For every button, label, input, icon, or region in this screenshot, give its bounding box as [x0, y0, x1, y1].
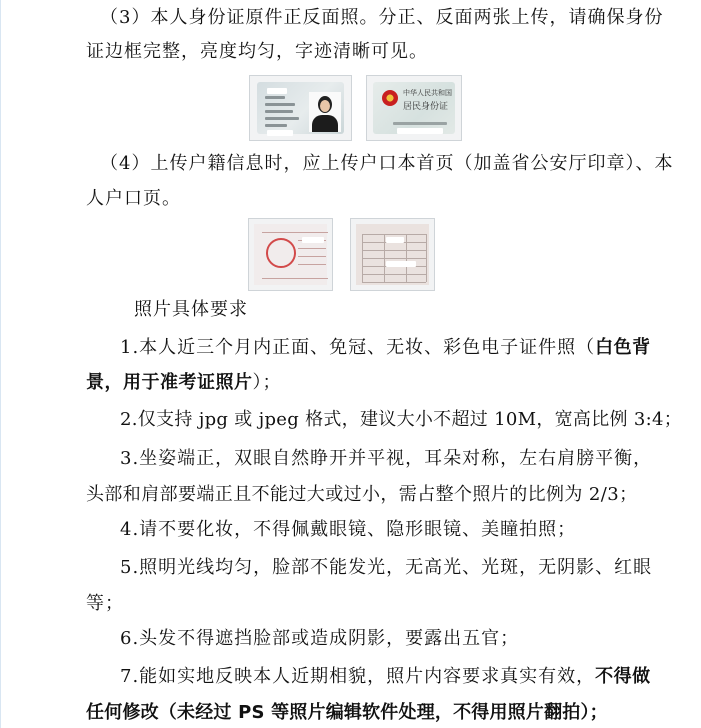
req7-line1 — [120, 665, 651, 689]
req7-line2: 任何修改（未经过 PS 等照片编辑软件处理，不得用照片翻拍）； — [86, 702, 608, 723]
req1-line2-text: ）； — [252, 372, 282, 393]
para-hukou-line1: （4）上传户籍信息时，应上传户口本首页（加盖省公安厅印章）、本 — [100, 153, 674, 174]
id-card-back-image — [366, 75, 462, 141]
req7-line1-text: 7.能如实地反映本人近期相貌，照片内容要求真实有效， — [120, 666, 596, 687]
id-card-front-icon — [257, 82, 344, 134]
req1-line1-bold: 白色背 — [595, 337, 651, 358]
portrait-icon — [309, 92, 341, 132]
req3-line2: 头部和肩部要端正且不能过大或过小，需占整个照片的比例为 2/3； — [86, 484, 638, 505]
req6: 6.头发不得遮挡脸部或造成阴影，要露出五官； — [120, 628, 520, 649]
id-card-back-line1: 中华人民共和国 — [403, 89, 452, 97]
req1-line2 — [86, 371, 282, 395]
para-hukou-line2: 人户口页。 — [86, 188, 181, 209]
hukou-personal-page-image — [350, 218, 435, 291]
hukou-first-page-icon — [254, 224, 327, 285]
req4: 4.请不要化妆，不得佩戴眼镜、隐形眼镜、美瞳拍照； — [120, 519, 577, 540]
hukou-first-page-image — [248, 218, 333, 291]
para-id-card-line1: （3）本人身份证原件正反面照。分正、反面两张上传，请确保身份 — [100, 7, 664, 28]
req3-line1: 3.坐姿端正，双眼自然睁开并平视，耳朵对称，左右肩膀平衡， — [120, 448, 653, 469]
req2: 2.仅支持 jpg 或 jpeg 格式，建议大小不超过 10M，宽高比例 3:4； — [120, 409, 683, 430]
req1-line1 — [120, 336, 651, 360]
page-left-edge — [0, 0, 1, 728]
req1-line2-bold: 景，用于准考证照片 — [86, 372, 253, 393]
req1-line1-text: 1.本人近三个月内正面、免冠、无妆、彩色电子证件照（ — [120, 337, 596, 358]
official-seal-icon — [266, 238, 296, 268]
national-emblem-icon — [382, 90, 398, 106]
id-card-front-image — [249, 75, 352, 141]
hukou-personal-page-icon — [356, 224, 429, 285]
req5-line1: 5.照明光线均匀，脸部不能发光，无高光、光斑，无阴影、红眼 — [120, 557, 653, 578]
photo-requirements-heading: 照片具体要求 — [134, 299, 248, 320]
req7-line1-bold: 不得做 — [595, 666, 651, 687]
id-card-back-icon — [373, 82, 455, 134]
req5-line2: 等； — [86, 593, 124, 614]
para-id-card-line2: 证边框完整，亮度均匀，字迹清晰可见。 — [86, 41, 428, 62]
id-card-back-line2: 居民身份证 — [403, 102, 449, 112]
